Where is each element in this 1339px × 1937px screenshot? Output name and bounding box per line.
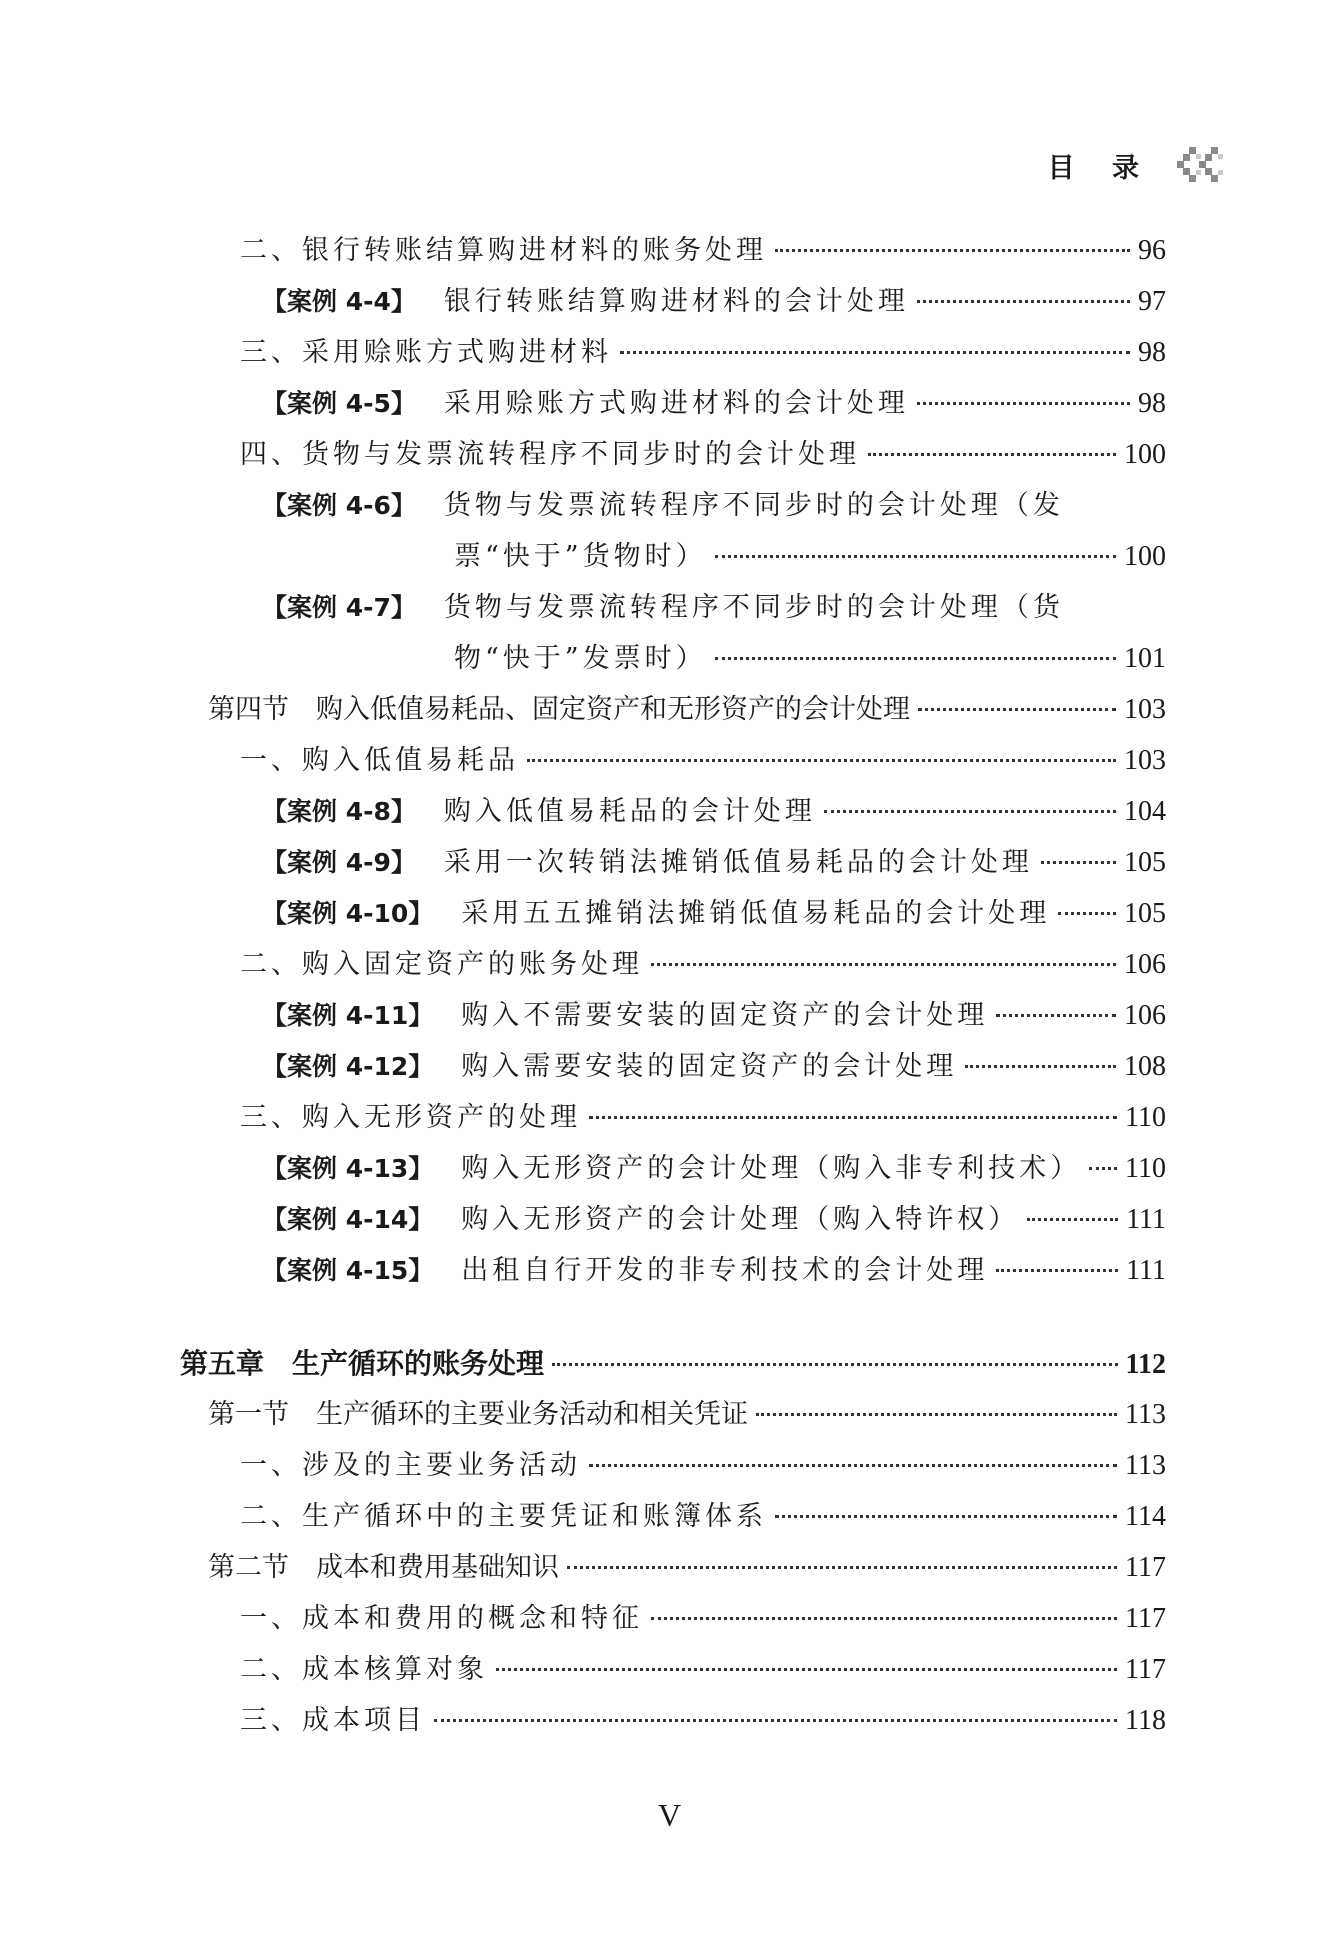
dot-leader: [1089, 1167, 1117, 1170]
entry-title: 二、成本核算对象: [240, 1654, 488, 1685]
toc-item: [240, 1656, 1166, 1684]
toc-case-entry: [262, 288, 1166, 316]
case-title-continued: 票“快于”货物时）: [454, 541, 707, 572]
case-title: 购入无形资产的会计处理（购入非专利技术）: [461, 1153, 1082, 1184]
toc-item: [240, 1503, 1166, 1531]
page-ref: 105: [1124, 898, 1166, 929]
toc-case-text: [262, 288, 909, 315]
case-title: 采用五五摊销法摊销低值易耗品的会计处理: [461, 898, 1051, 929]
dot-leader: [589, 1464, 1117, 1467]
case-label: 【案例 4-15】: [262, 1256, 434, 1285]
page-ref: 112: [1125, 1349, 1166, 1380]
dot-leader: [918, 708, 1116, 711]
toc-case-entry: [262, 900, 1166, 928]
dot-leader: [775, 249, 1130, 252]
toc-case-entry: [262, 1257, 1166, 1285]
entry-title: 第一节 生产循环的主要业务活动和相关凭证: [208, 1399, 748, 1430]
running-header: [1048, 145, 1227, 185]
page-ref: 113: [1125, 1450, 1166, 1481]
entry-title: 一、购入低值易耗品: [240, 745, 519, 776]
toc-item: [240, 951, 1166, 979]
dot-leader: [552, 1363, 1118, 1366]
entry-title: 三、成本项目: [240, 1705, 426, 1736]
case-label: 【案例 4-11】: [262, 1001, 434, 1030]
page-ref: 97: [1138, 286, 1166, 317]
dot-leader: [775, 1515, 1117, 1518]
toc-case-text: [262, 900, 1050, 927]
dot-leader: [496, 1668, 1117, 1671]
toc-case-text: [262, 1257, 988, 1284]
page-ref: 106: [1124, 949, 1166, 980]
entry-title: 一、成本和费用的概念和特征: [240, 1603, 643, 1634]
page-ref: 103: [1124, 745, 1166, 776]
case-label: 【案例 4-10】: [262, 899, 434, 928]
case-title-continued: 物“快于”发票时）: [454, 643, 707, 674]
toc-section: [208, 1401, 1166, 1429]
toc-case-entry: [262, 1053, 1166, 1081]
toc-case-text: [262, 492, 1064, 519]
toc-item: [240, 1104, 1166, 1132]
toc-item: [240, 1707, 1166, 1735]
case-title: 货物与发票流转程序不同步时的会计处理（发: [443, 490, 1064, 521]
page-ref: 114: [1125, 1501, 1166, 1532]
dot-leader: [917, 402, 1130, 405]
dot-leader: [996, 1014, 1116, 1017]
toc-item: [240, 747, 1166, 775]
case-label: 【案例 4-4】: [262, 287, 416, 316]
toc-section: [208, 696, 1166, 724]
case-title: 货物与发票流转程序不同步时的会计处理（货: [443, 592, 1064, 623]
page-ref: 108: [1124, 1051, 1166, 1082]
dot-leader: [434, 1719, 1117, 1722]
toc-case-text: [262, 390, 909, 417]
toc-item: [240, 441, 1166, 469]
double-chevron-left-icon: [1175, 145, 1227, 185]
toc-case-text: [262, 594, 1064, 621]
page-ref: 113: [1125, 1399, 1166, 1430]
toc-case-entry: [262, 1206, 1166, 1234]
dot-leader: [651, 963, 1116, 966]
case-label: 【案例 4-9】: [262, 848, 416, 877]
case-title: 购入低值易耗品的会计处理: [443, 796, 816, 827]
dot-leader: [996, 1269, 1118, 1272]
case-label: 【案例 4-6】: [262, 491, 416, 520]
dot-leader: [756, 1413, 1117, 1416]
dot-leader: [527, 759, 1116, 762]
entry-title: 二、生产循环中的主要凭证和账簿体系: [240, 1501, 767, 1532]
toc-case-text: [262, 849, 1033, 876]
case-title: 购入无形资产的会计处理（购入特许权）: [461, 1204, 1020, 1235]
dot-leader: [715, 555, 1116, 558]
page-ref: 105: [1124, 847, 1166, 878]
toc-case-entry: [262, 390, 1166, 418]
toc-case-entry: [262, 492, 1064, 519]
case-label: 【案例 4-13】: [262, 1154, 434, 1183]
dot-leader: [589, 1116, 1117, 1119]
page-ref: 117: [1125, 1552, 1166, 1583]
case-label: 【案例 4-14】: [262, 1205, 434, 1234]
page-ref: 100: [1124, 541, 1166, 572]
header-title: 目 录: [1047, 152, 1153, 184]
page-ref: 106: [1124, 1000, 1166, 1031]
case-title: 采用一次转销法摊销低值易耗品的会计处理: [443, 847, 1033, 878]
toc-case-text: [262, 1155, 1081, 1182]
entry-title: 二、购入固定资产的账务处理: [240, 949, 643, 980]
case-title: 购入不需要安装的固定资产的会计处理: [461, 1000, 989, 1031]
toc-section: [208, 1554, 1166, 1582]
toc-case-entry: [262, 849, 1166, 877]
entry-title: 一、涉及的主要业务活动: [240, 1450, 581, 1481]
toc-case-entry: [262, 1002, 1166, 1030]
dot-leader: [715, 657, 1116, 660]
toc-item: [240, 237, 1166, 265]
case-title: 银行转账结算购进材料的会计处理: [443, 286, 909, 317]
page-ref: 110: [1125, 1102, 1166, 1133]
dot-leader: [965, 1065, 1116, 1068]
toc-item: [240, 1605, 1166, 1633]
entry-title: 第四节 购入低值易耗品、固定资产和无形资产的会计处理: [208, 694, 910, 725]
case-label: 【案例 4-5】: [262, 389, 416, 418]
page-ref: 111: [1126, 1204, 1166, 1235]
toc-case-text: [262, 798, 816, 825]
page-ref: 110: [1125, 1153, 1166, 1184]
entry-title: 第二节 成本和费用基础知识: [208, 1552, 559, 1583]
case-label: 【案例 4-8】: [262, 797, 416, 826]
dot-leader: [917, 300, 1130, 303]
toc-case-entry: [262, 1155, 1166, 1183]
toc-item: [240, 1452, 1166, 1480]
page-ref: 98: [1138, 337, 1166, 368]
dot-leader: [824, 810, 1116, 813]
toc-case-text: [262, 1002, 988, 1029]
page-ref: 118: [1125, 1705, 1166, 1736]
page-ref: 104: [1124, 796, 1166, 827]
dot-leader: [620, 351, 1130, 354]
entry-title: 三、采用赊账方式购进材料: [240, 337, 612, 368]
page-ref: 117: [1125, 1603, 1166, 1634]
toc-case-entry: [262, 594, 1064, 621]
entry-title: 三、购入无形资产的处理: [240, 1102, 581, 1133]
dot-leader: [1027, 1218, 1118, 1221]
page-ref: 103: [1124, 694, 1166, 725]
toc-case-text: [262, 1053, 957, 1080]
dot-leader: [567, 1566, 1117, 1569]
case-label: 【案例 4-7】: [262, 593, 416, 622]
entry-title: 四、货物与发票流转程序不同步时的会计处理: [240, 439, 860, 470]
page-ref: 98: [1138, 388, 1166, 419]
dot-leader: [651, 1617, 1117, 1620]
dot-leader: [868, 453, 1116, 456]
page-ref: 96: [1138, 235, 1166, 266]
dot-leader: [1058, 912, 1116, 915]
toc-item: [240, 339, 1166, 367]
page-ref: 100: [1124, 439, 1166, 470]
toc-case-text: [262, 1206, 1019, 1233]
page-ref: 111: [1126, 1255, 1166, 1286]
toc-case-continuation: [454, 543, 1166, 571]
case-title: 购入需要安装的固定资产的会计处理: [461, 1051, 958, 1082]
toc-case-continuation: [454, 645, 1166, 673]
entry-title: 第五章 生产循环的账务处理: [180, 1347, 545, 1380]
dot-leader: [1041, 861, 1116, 864]
case-title: 出租自行开发的非专利技术的会计处理: [461, 1255, 989, 1286]
toc-case-entry: [262, 798, 1166, 826]
page-ref: 117: [1125, 1654, 1166, 1685]
toc-chapter: [180, 1347, 1166, 1380]
page-number: V: [657, 1797, 682, 1833]
entry-title: 二、银行转账结算购进材料的账务处理: [240, 235, 767, 266]
page-ref: 101: [1124, 643, 1166, 674]
case-title: 采用赊账方式购进材料的会计处理: [443, 388, 909, 419]
case-label: 【案例 4-12】: [262, 1052, 434, 1081]
